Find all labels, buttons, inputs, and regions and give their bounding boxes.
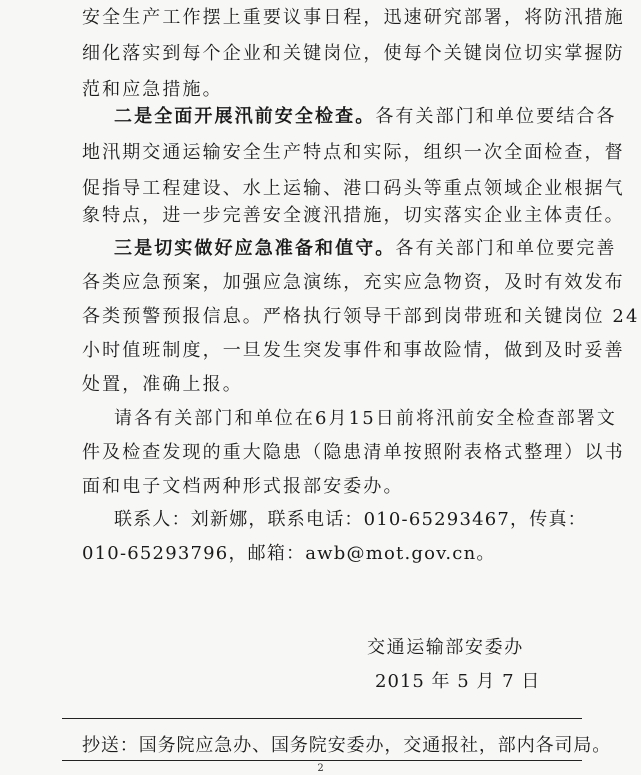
page-number: 2 xyxy=(317,763,324,774)
body-text: 各有关部门和单位要完善 xyxy=(395,238,617,259)
body-text: 各有关部门和单位要结合各 xyxy=(375,106,617,127)
body-line: 安全生产工作摆上重要议事日程，迅速研究部署，将防汛措施 xyxy=(82,7,625,28)
contact-line: 联系人：刘新娜，联系电话：010-65293467，传真： xyxy=(114,509,587,530)
section-heading: 三是切实做好应急准备和值守。 xyxy=(114,238,396,259)
signature-date: 2015 年 5 月 7 日 xyxy=(375,671,541,692)
body-line: 促指导工程建设、水上运输、港口码头等重点领域企业根据气 xyxy=(82,178,625,199)
body-line: 面和电子文档两种形式报部安委办。 xyxy=(82,476,404,497)
body-line: 件及检查发现的重大隐患（隐患清单按照附表格式整理）以书 xyxy=(82,442,625,463)
cc-bottom-rule xyxy=(62,760,582,761)
body-line: 地汛期交通运输安全生产特点和实际，组织一次全面检查，督 xyxy=(82,142,625,163)
body-line: 小时值班制度，一旦发生突发事件和事故险情，做到及时妥善 xyxy=(82,340,625,361)
body-line: 处置，准确上报。 xyxy=(82,374,243,395)
body-line: 象特点，进一步完善安全渡汛措施，切实落实企业主体责任。 xyxy=(82,205,625,226)
body-line: 细化落实到每个企业和关键岗位，使每个关键岗位切实掌握防 xyxy=(82,43,625,64)
paragraph-first-line xyxy=(114,237,617,261)
paragraph-first-line xyxy=(114,105,617,129)
body-line: 各类应急预案，加强应急演练，充实应急物资，及时有效发布 xyxy=(82,272,625,293)
cc-line: 抄送：国务院应急办、国务院安委办，交通报社，部内各司局。 xyxy=(82,735,612,756)
cc-top-rule xyxy=(62,718,582,719)
body-line: 请各有关部门和单位在6月15日前将汛前安全检查部署文 xyxy=(114,408,617,429)
body-line: 各类预警预报信息。严格执行领导干部到岗带班和关键岗位 24 xyxy=(82,306,640,327)
signature-org: 交通运输部安委办 xyxy=(367,637,524,658)
section-heading: 二是全面开展汛前安全检查。 xyxy=(114,106,376,127)
contact-line: 010-65293796，邮箱：awb@mot.gov.cn。 xyxy=(82,543,496,564)
body-line: 范和应急措施。 xyxy=(82,79,223,100)
